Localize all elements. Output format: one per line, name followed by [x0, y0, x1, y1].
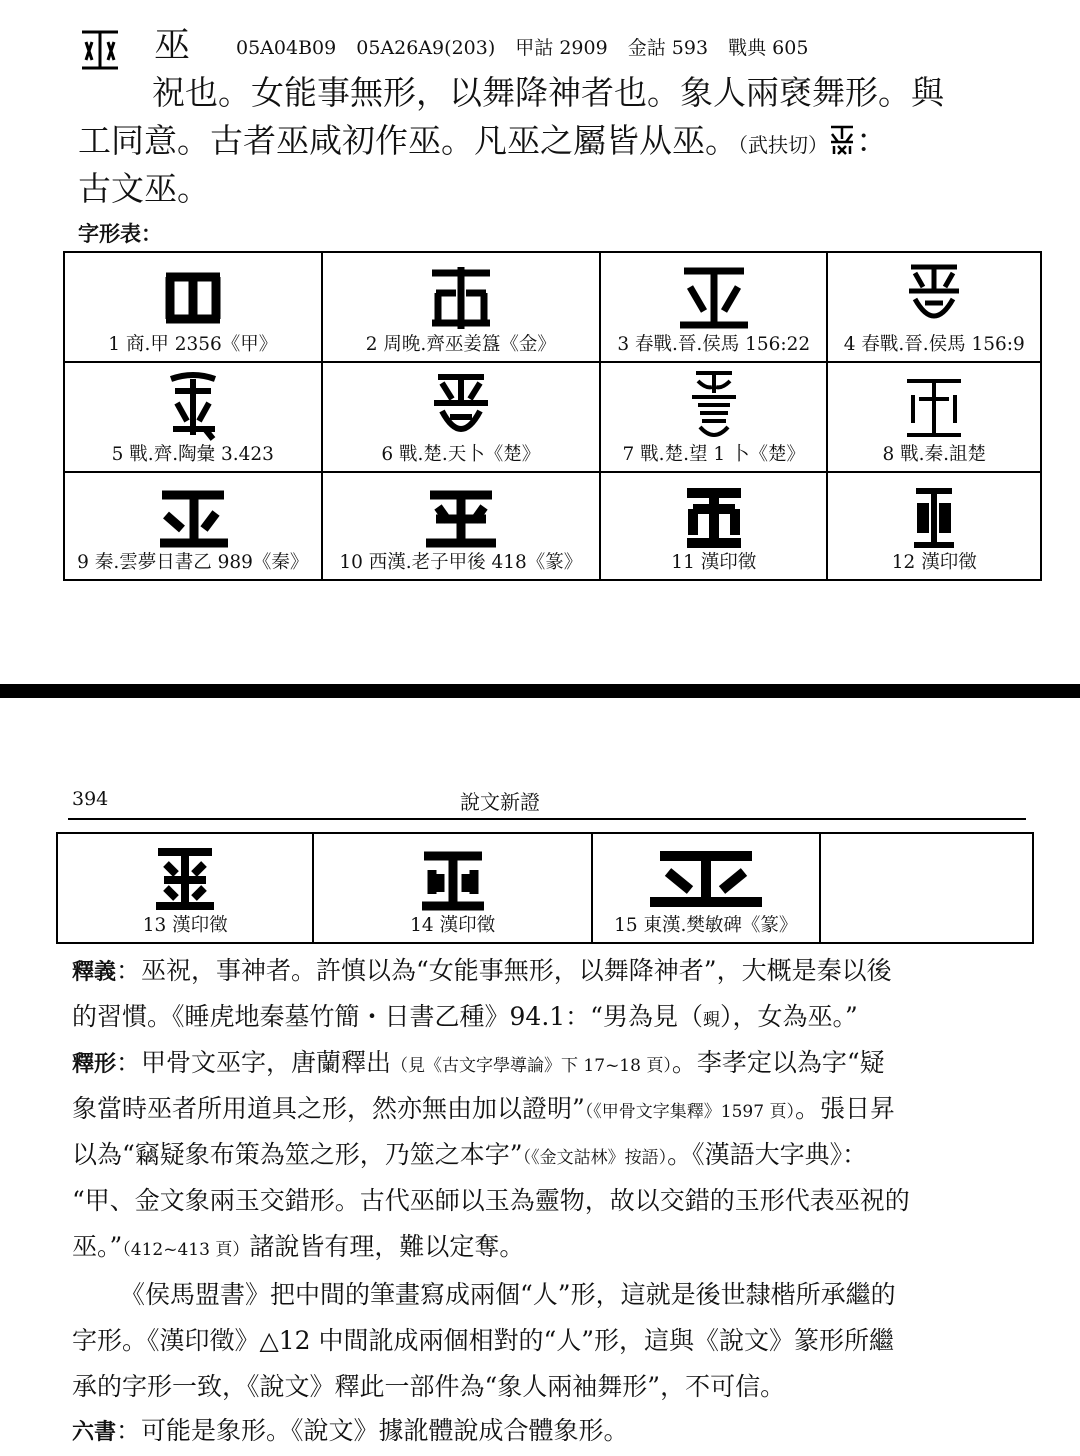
glyph-han-laozi [422, 485, 500, 551]
glyph-cell-11 [600, 472, 827, 580]
glyph-caption: 10 西漢.老子甲後 418《篆》 [339, 552, 583, 573]
glyph-cell-12 [827, 472, 1041, 580]
glyph-caption: 3 春戰.晉.侯馬 156:22 [617, 334, 811, 355]
glyph-caption: 4 春戰.晉.侯馬 156:9 [843, 334, 1025, 355]
glyph-qin-zuchu [899, 373, 969, 443]
glyph-cell-5 [64, 362, 322, 472]
glyph-caption: 5 戰.齊.陶彙 3.423 [111, 444, 274, 465]
shixing-line-4: “甲、金文象兩玉交錯形。古代巫師以玉為靈物，故以交錯的玉形代表巫祝的 [72, 1186, 910, 1215]
shixing-text: 諸說皆有理，難以定奪。 [249, 1232, 525, 1261]
header-rule [68, 818, 1026, 820]
citation-note: （《甲骨文字集釋》1597 頁） [584, 1102, 795, 1122]
shiyi-text: ），女為巫。” [719, 1002, 858, 1031]
glyph-cell-15 [592, 833, 820, 943]
para2-line-1: 《侯馬盟書》把中間的筆畫寫成兩個“人”形，這就是後世隸楷所承繼的 [120, 1280, 896, 1309]
code-2: 05A26A9(203) [356, 37, 496, 59]
shixing-text: 巫。” [72, 1232, 123, 1261]
reference-codes [236, 34, 822, 62]
glyph-fanmin-stele [646, 844, 766, 914]
seal-script-head-glyph [78, 28, 122, 72]
definition-text: 工同意。古者巫咸初作巫。凡巫之屬皆从巫。 [78, 121, 738, 160]
glyph-han-seal-3 [152, 844, 218, 914]
liushu-label: 六書 [72, 1420, 117, 1445]
shiyi-text: ：巫祝，事神者。許慎以為“女能事無形，以舞降神者”，大概是秦以後 [116, 956, 892, 985]
glyph-shang-oracle [158, 263, 228, 333]
glyph-cell-3 [600, 252, 827, 362]
code-1: 05A04B09 [236, 37, 337, 59]
liushu-line [72, 1408, 1032, 1456]
glyph-caption: 8 戰.秦.詛楚 [882, 444, 986, 465]
glyph-caption: 6 戰.楚.天卜《楚》 [381, 444, 541, 465]
glyph-table [63, 251, 1042, 581]
definition-colon: ： [856, 121, 889, 160]
glyph-caption: 7 戰.楚.望 1 卜《楚》 [622, 444, 805, 465]
glyph-caption: 2 周晚.齊巫姜簋《金》 [365, 334, 556, 355]
shixing-text: 以為“竊疑象布策為筮之形，乃筮之本字” [72, 1140, 523, 1169]
glyph-cell-empty [820, 833, 1033, 943]
glyph-table-continued [56, 832, 1034, 944]
glyph-caption: 15 東漢.樊敏碑《篆》 [614, 915, 798, 936]
running-head: 說文新證 [460, 790, 540, 814]
glyph-caption: 9 秦.雲夢日書乙 989《秦》 [77, 552, 309, 573]
citation-note: （412~413 頁） [122, 1240, 250, 1260]
glyph-han-seal-4 [418, 848, 488, 914]
glyph-cell-10 [322, 472, 600, 580]
page-separator [0, 684, 1080, 698]
page-number: 394 [72, 788, 109, 810]
definition-line-3: 古文巫。 [78, 169, 210, 208]
glyph-caption: 13 漢印徵 [142, 915, 228, 936]
fanqie-note: （武扶切） [738, 133, 828, 157]
shiyi-label: 釋義 [72, 960, 117, 985]
shixing-text: ：甲骨文巫字，唐蘭釋出 [116, 1048, 392, 1077]
glyph-houma-1 [676, 263, 752, 333]
glyph-cell-9 [64, 472, 322, 580]
definition-line-2 [78, 116, 1048, 170]
para2-line-2: 字形。《漢印徵》△12 中間訛成兩個相對的“人”形，這與《說文》篆形所繼 [72, 1326, 895, 1355]
shixing-line-3 [72, 1132, 1032, 1181]
glyph-han-seal-1 [681, 485, 747, 551]
glyph-cell-6 [322, 362, 600, 472]
shixing-text: 。《漢語大字典》： [667, 1140, 868, 1169]
glyph-caption: 11 漢印徵 [671, 552, 757, 573]
glyph-caption: 14 漢印徵 [410, 915, 496, 936]
glyph-han-seal-2 [910, 485, 958, 551]
glyph-cell-2 [322, 252, 600, 362]
glyph-qin-shuihudi [154, 485, 232, 551]
shixing-line-2 [72, 1086, 1032, 1135]
glyph-zhou-bronze [426, 263, 496, 333]
glyph-chu-wang [686, 367, 742, 443]
glyph-cell-4 [827, 252, 1041, 362]
glyph-cell-1 [64, 252, 322, 362]
code-3: 甲詁 2909 [515, 37, 608, 59]
head-character: 巫 [154, 25, 191, 66]
shixing-label: 釋形 [72, 1052, 117, 1077]
definition-line-1: 祝也。女能事無形，以舞降神者也。象人兩褎舞形。與 [152, 73, 944, 112]
para2-line-3: 承的字形一致，《說文》釋此一部件為“象人兩袖舞形”，不可信。 [72, 1372, 786, 1401]
glyph-houma-2 [901, 259, 967, 333]
glyph-table-label: 字形表： [78, 222, 162, 246]
glyph-caption: 12 漢印徵 [891, 552, 977, 573]
glyph-cell-8 [827, 362, 1041, 472]
glyph-qi-pottery [165, 369, 221, 443]
glyph-chu-tianbu [428, 367, 494, 443]
citation-note: （見《古文字學導論》下 17~18 頁） [391, 1056, 672, 1076]
shixing-line-5 [72, 1224, 1032, 1273]
shixing-line-1 [72, 1040, 1032, 1089]
shiyi-note: 覡 [702, 1010, 720, 1030]
shiyi-line-2 [72, 994, 1032, 1043]
shiyi-text: 的習慣。《睡虎地秦墓竹簡・日書乙種》94.1：“男為見（ [72, 1002, 703, 1031]
ancient-form-glyph [828, 124, 856, 156]
shixing-text: 。張日昇 [794, 1094, 895, 1123]
glyph-cell-14 [313, 833, 591, 943]
liushu-text: ：可能是象形。《說文》據訛體說成合體象形。 [116, 1416, 629, 1445]
code-5: 戰典 605 [728, 37, 809, 59]
shixing-text: 象當時巫者所用道具之形，然亦無由加以證明” [72, 1094, 585, 1123]
glyph-cell-7 [600, 362, 827, 472]
shiyi-line-1 [72, 948, 1032, 996]
glyph-caption: 1 商.甲 2356《甲》 [108, 334, 278, 355]
shixing-text: 。李孝定以為字“疑 [671, 1048, 885, 1077]
code-4: 金詁 593 [627, 37, 709, 59]
glyph-cell-13 [57, 833, 313, 943]
citation-note: （《金文詁林》按語） [522, 1148, 668, 1168]
